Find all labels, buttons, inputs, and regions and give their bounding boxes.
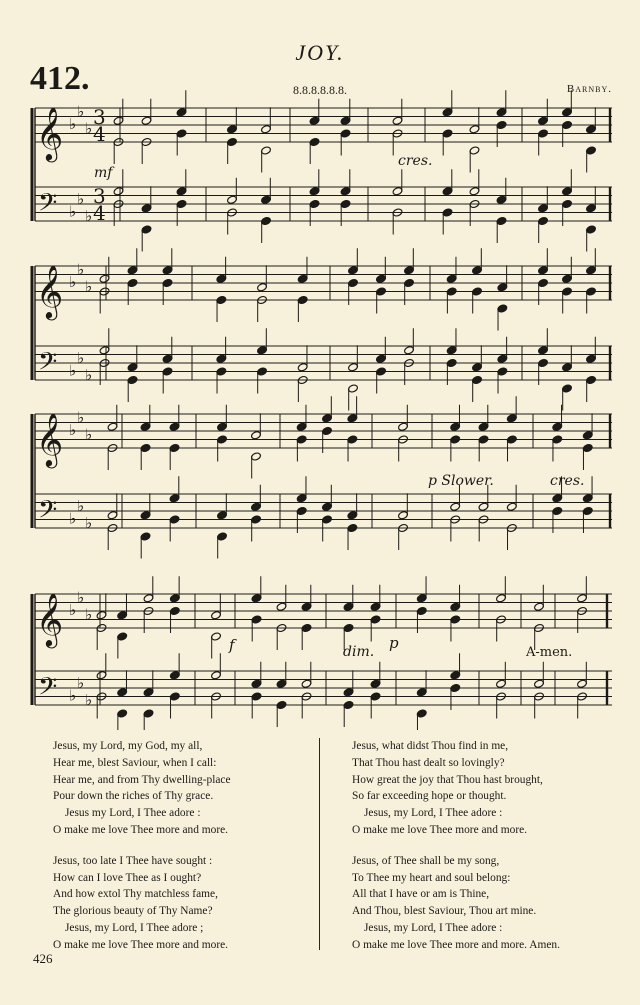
flat-icon: ♭ (69, 202, 77, 221)
flat-icon: ♭ (69, 361, 77, 380)
flat-icon: ♭ (85, 277, 93, 296)
verse-line: The glorious beauty of Thy Name? (53, 905, 213, 918)
bass-clef-icon: 𝄢 (38, 188, 58, 224)
stanza-4 (352, 853, 622, 954)
score-systems (32, 90, 612, 730)
time-signature-denominator: 4 (93, 201, 106, 225)
time-signature-denominator: 4 (93, 122, 106, 146)
refrain-line: O make me love Thee more and more. (352, 823, 528, 836)
dynamic-mf: mf (94, 165, 113, 181)
refrain-line: O make me love Thee more and more. Amen. (352, 938, 560, 951)
tune-name: JOY. (295, 40, 345, 65)
refrain-line: Jesus, my Lord, I Thee adore : (364, 921, 503, 934)
flat-icon: ♭ (85, 206, 93, 225)
refrain-line: Jesus, my Lord, I Thee adore : (364, 807, 503, 820)
flat-icon: ♭ (69, 421, 77, 439)
stanza-2 (53, 853, 308, 954)
flat-icon: ♭ (85, 513, 93, 532)
treble-clef-icon: 𝄞 (36, 106, 64, 160)
refrain-line: Jesus, my Lord, I Thee adore ; (65, 921, 204, 934)
dynamic-f: f (229, 636, 235, 654)
dynamic-dim: dim. (343, 644, 375, 660)
hymn-number: 412. (30, 60, 90, 97)
hymn-column-left (53, 738, 308, 968)
verse-line: So far exceeding hope or thought. (352, 790, 507, 803)
flat-icon: ♭ (77, 673, 85, 692)
page-number: 426 (33, 951, 53, 966)
verse-line: How can I love Thee as I ought? (53, 871, 202, 884)
treble-clef-icon: 𝄞 (36, 592, 64, 646)
flat-icon: ♭ (69, 273, 77, 291)
treble-clef-icon: 𝄞 (36, 412, 64, 466)
flat-icon: ♭ (85, 690, 93, 709)
flat-icon: ♭ (77, 408, 85, 427)
flat-icon: ♭ (69, 115, 77, 133)
flat-icon: ♭ (85, 425, 93, 444)
verse-line: And Thou, blest Saviour, Thou art mine. (352, 905, 537, 918)
bass-clef-icon: 𝄢 (38, 495, 58, 531)
flat-icon: ♭ (85, 605, 93, 624)
verse-line: Hear me, and from Thy dwelling-place (53, 773, 231, 786)
dynamic-p-slower: p Slower. (428, 473, 494, 489)
bass-clef-icon: 𝄢 (38, 672, 58, 708)
dynamic-cres: cres. (550, 473, 585, 489)
verse-line: That Thou hast dealt so lovingly? (352, 756, 505, 769)
flat-icon: ♭ (85, 119, 93, 138)
refrain-line: O make me love Thee more and more. (53, 938, 229, 951)
treble-clef-icon: 𝄞 (36, 264, 64, 318)
flat-icon: ♭ (69, 601, 77, 619)
verse-line: To Thee my heart and soul belong: (352, 871, 511, 884)
flat-icon: ♭ (77, 189, 85, 208)
stanza-1 (53, 738, 308, 839)
verse-line: Hear me, blest Saviour, when I call: (53, 756, 217, 769)
amen-lyric: A-men. (526, 645, 573, 660)
flat-icon: ♭ (77, 588, 85, 607)
verse-line: Jesus, of Thee shall be my song, (352, 854, 500, 867)
flat-icon: ♭ (69, 686, 77, 705)
flat-icon: ♭ (85, 365, 93, 384)
flat-icon: ♭ (77, 260, 85, 279)
verse-line: How great the joy that Thou hast brought, (352, 773, 543, 786)
verse-line: All that I have or am is Thine, (352, 888, 490, 901)
verse-line: Jesus, too late I Thee have sought : (53, 854, 213, 867)
hymn-column-right (352, 738, 622, 968)
meter: 8.8.8.8.8.8. (293, 83, 347, 97)
column-divider (319, 738, 320, 950)
hymn-text (0, 738, 640, 958)
verse-line: Pour down the riches of Thy grace. (53, 790, 214, 803)
dynamic-p: p (389, 634, 399, 652)
verse-line: Jesus, what didst Thou find in me, (352, 740, 509, 752)
flat-icon: ♭ (69, 509, 77, 528)
verse-line: And how extol Thy matchless fame, (53, 888, 218, 901)
time-signature-numerator: 3 (93, 105, 106, 129)
flat-icon: ♭ (77, 496, 85, 515)
stanza-3 (352, 738, 622, 839)
dynamic-cres: cres. (398, 153, 433, 169)
composer: Barnby. (566, 83, 612, 95)
refrain-line: Jesus my Lord, I Thee adore : (65, 807, 201, 820)
flat-icon: ♭ (77, 102, 85, 121)
refrain-line: O make me love Thee more and more. (53, 823, 229, 836)
flat-icon: ♭ (77, 348, 85, 367)
time-signature-numerator: 3 (93, 184, 106, 208)
bass-clef-icon: 𝄢 (38, 347, 58, 383)
verse-line: Jesus, my Lord, my God, my all, (53, 740, 203, 752)
